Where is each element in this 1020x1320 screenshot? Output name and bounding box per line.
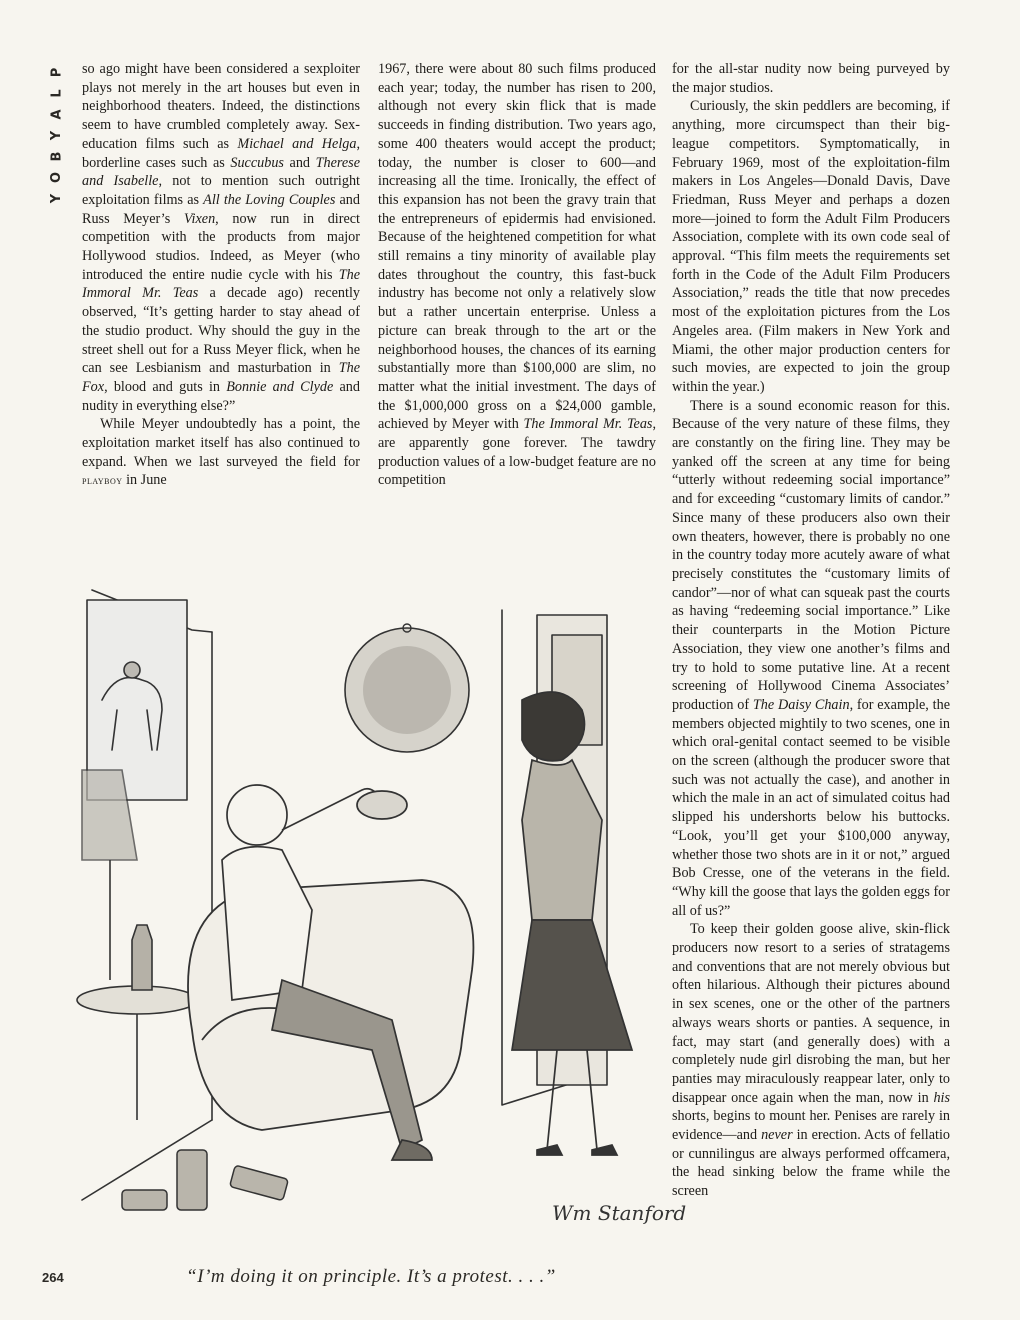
masthead-letter: B (49, 151, 65, 162)
paragraph: There is a sound economic reason for this. Because of the very nature of these films, they are constantly on the firing line. They may be yanked off the screen at any time for being “utterly without redeeming social importance” and for exceeding “customary limits of candor.” Since many of these producers also own their own theaters, however, there is probably no one in the country today more acutely aware of what precisely constitutes the “customary limits of candor”—nor of what can squeak past the courts as having “redeeming social importance.” Like their counterparts in the Motion Picture Association, they view one another’s films and try to hold to some putative line. At a recent screening of Hollywood Cinema Associates’ production of The Daisy Chain, for example, the members objected mightily to two scenes, one in which oral-genital contact seemed to be visible on the screen (although the producer swore that such was not actually the case), and another in which the male in an act of simulated coitus had slipped his undershorts below his buttocks. “Look, you’ll get your $100,000 anyway, whether those two shots are in it or not,” argued Bob Cresse, one of the veterans in the field. “Why kill the goose that lays the golden eggs for all of us?” (672, 397, 950, 919)
artist-signature: Wm Stanford (552, 1201, 687, 1225)
masthead-letter: L (49, 89, 65, 98)
paragraph: To keep their golden goose alive, skin-flick producers now resort to a series of stratagems and conventions that are not merely obvious but often hilarious. Although their pictures abound in sex scenes, one or the other of the partners always wears shorts or panties. A sequence, in fact, may start (and generally does) with a completely nude girl disrobing the man, but her panties may miraculously reappear later, only to disappear once again when the man, now in his shorts, begins to mount her. Penises are rarely in evidence—and never in erection. Acts of fellatio or cunnilingus are always performed offcamera, the head sinking below the frame while the screen (672, 921, 950, 1200)
magazine-masthead (46, 62, 68, 209)
paragraph: for the all-star nudity now being purveyed by the major studios. (672, 61, 950, 96)
masthead-letter: O (49, 171, 65, 184)
text-column-1 (82, 60, 360, 490)
floor-bottles (122, 1150, 288, 1210)
text-column-2 (378, 60, 656, 490)
playboy-smallcaps: playboy (82, 473, 123, 488)
paragraph: While Meyer undoubtedly has a point, the exploitation market itself has also continued to expand. When we last surveyed the field for playboy in June (82, 416, 360, 489)
text-column-3 (672, 60, 950, 1201)
lamp (82, 770, 137, 980)
page-number: 264 (42, 1270, 64, 1285)
paragraph: 1967, there were about 80 such films produced each year; today, the number has risen to 200, although not every skin flick that is made succeeds in finding distribution. Two years ago, some 400 theaters would accept the product; today, the number is closer to 600—and increasing all the time. Ironically, the effect of this expansion has not been the gravy train that the entrepreneurs of epidermis had envisioned. Because of the heightened competition for what still remains a tiny minority of available play dates throughout the country, this fast-buck industry has become not only a relatively slow but a rather uncertain enterprise. Unless a picture can break through to the art or the neighborhood houses, the chances of its earning substantially more than $100,000 are slim, no matter what the initial investment. The days of the $1,000,000 gross on a $24,000 gamble, achieved by Meyer with The Immoral Mr. Teas, are apparently gone forever. The tawdry production values of a low-budget feature are no competition (378, 61, 656, 489)
masthead-letter: Y (49, 130, 65, 141)
side-table (77, 925, 197, 1120)
masthead-letter: P (49, 67, 65, 78)
masthead-letter: A (49, 109, 65, 120)
cartoon-illustration (82, 560, 687, 1250)
paragraph: so ago might have been considered a sexploiter plays not merely in the art houses but even in neighborhood theaters. Indeed, the distinctions seem to have crumbled completely away. Sex-education films such as Michael and Helga, borderline cases such as Succubus and Therese and Isabelle, not to mention such outright exploitation films as All the Loving Couples and Russ Meyer’s Vixen, now run in direct competition with the products from major Hollywood studios. Indeed, as Meyer (who introduced the entire nudie cycle with his The Immoral Mr. Teas a decade ago) recently observed, “It’s getting harder to stay ahead of the studio product. Why should the guy in the street shell out for a Russ Meyer flick, when he can see Lesbianism and masturbation in The Fox, blood and guts in Bonnie and Clyde and nudity in everything else?” (82, 61, 360, 414)
paragraph: Curiously, the skin peddlers are becoming, if anything, more circumspect than their big-league competitors. Symptomatically, in February 1969, most of the exploitation-film makers in Los Angeles—Donald Davis, Dave Friedman, Russ Meyer and perhaps a dozen more—joined to form the Adult Film Producers Association, complete with its own code seal of approval. “This film meets the requirements set forth in the Code of the Adult Film Producers Association,” reads the title that now precedes most of the exploitation pictures from the Los Angeles area. (Film makers in New York and Miami, the other major production centers for such movies, are expected to join the group within the year.) (672, 98, 950, 395)
cartoon-caption: “I’m doing it on principle. It’s a protest. . . .” (186, 1266, 556, 1287)
wall-plate-decoration (345, 624, 469, 752)
masthead-letter: Y (49, 193, 65, 204)
